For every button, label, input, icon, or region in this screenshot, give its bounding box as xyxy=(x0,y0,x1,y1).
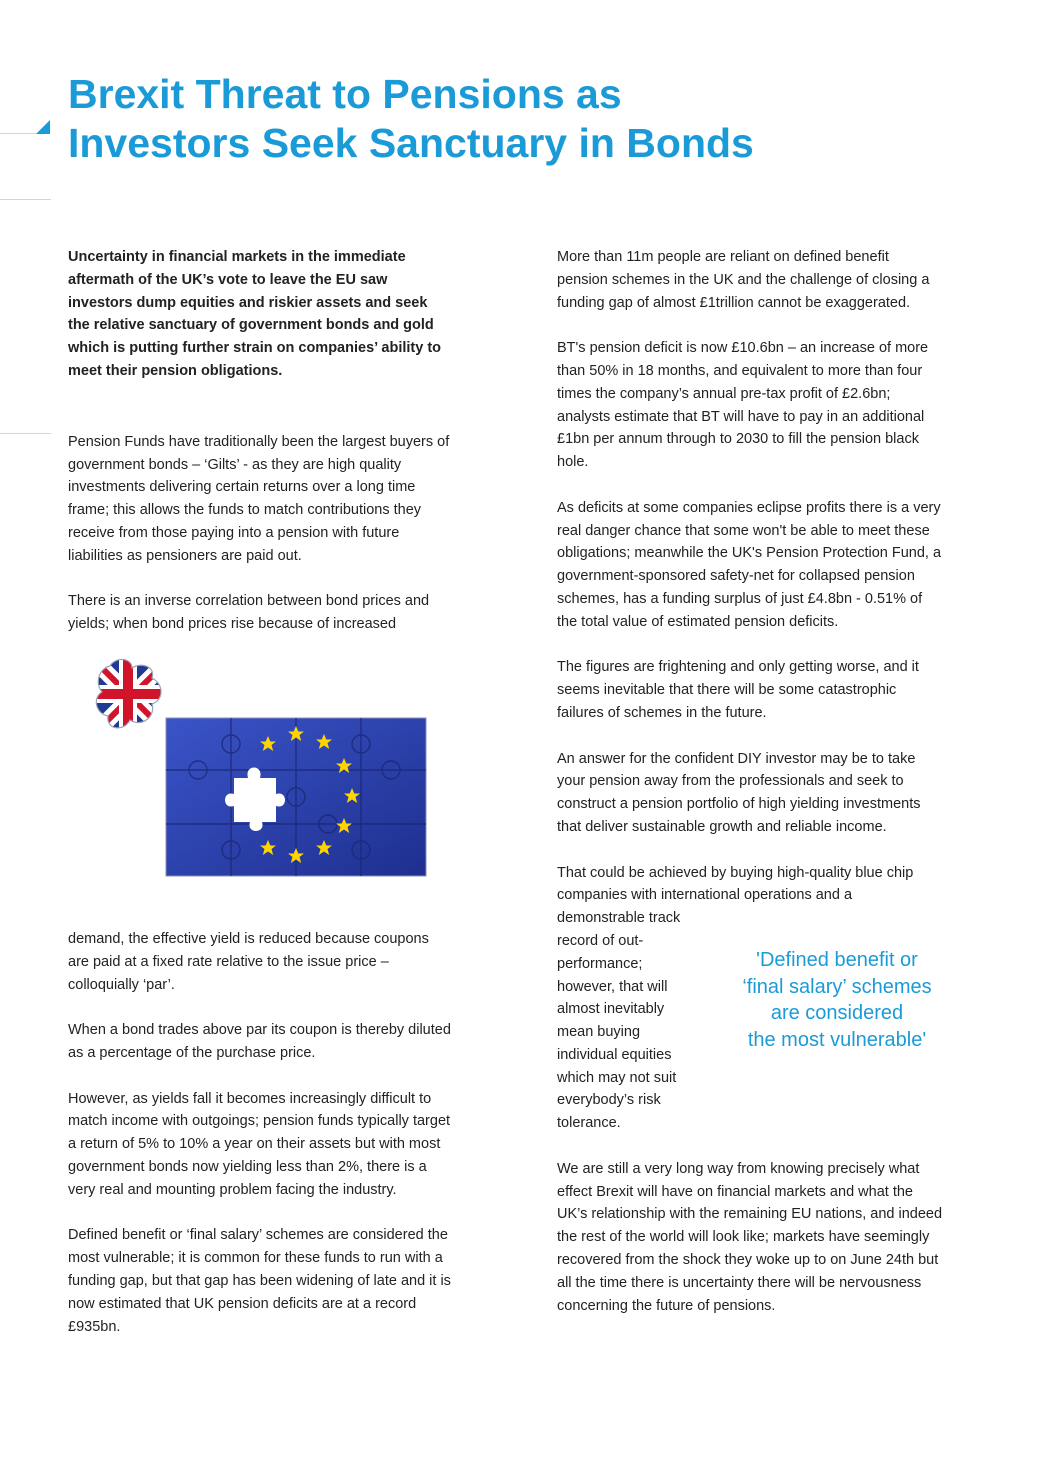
text-line: colloquially ‘par’. xyxy=(68,976,175,993)
text-line: than 50% in 18 months, and equivalent to more than four xyxy=(557,362,923,379)
text-line: government-sponsored safety-net for collapsed pension xyxy=(557,568,915,585)
body-paragraph xyxy=(557,497,987,634)
text-line: mean buying xyxy=(557,1024,641,1041)
pull-quote xyxy=(712,947,962,1053)
lead-paragraph xyxy=(68,246,498,383)
left-column-top xyxy=(68,246,498,636)
right-column xyxy=(557,246,987,1317)
text-line: hole. xyxy=(557,454,589,471)
text-line: all the time there is uncertainty there will be nervousness xyxy=(557,1274,922,1291)
text-line: match income with outgoings; pension funds typically target xyxy=(68,1113,451,1130)
text-line: BT's pension deficit is now £10.6bn – an increase of more xyxy=(557,340,929,357)
body-paragraph xyxy=(68,431,498,568)
text-line: UK’s relationship with the remaining EU nations, and indeed xyxy=(557,1206,943,1223)
text-line: pension schemes in the UK and the challenge of closing a xyxy=(557,271,930,288)
text-line: recovered from the shock they woke up to on June 24th but xyxy=(557,1252,939,1269)
text-line: are paid at a fixed rate relative to the issue price – xyxy=(68,953,389,970)
text-line: government bonds – ‘Gilts’ - as they are high quality xyxy=(68,456,402,473)
text-line: which may not suit xyxy=(557,1069,677,1086)
title-line: Investors Seek Sanctuary in Bonds xyxy=(68,120,754,166)
pull-quote-line: ‘final salary’ schemes xyxy=(742,975,932,998)
text-line: as a percentage of the purchase price. xyxy=(68,1044,316,1061)
text-line: An answer for the confident DIY investor may be to take xyxy=(557,750,916,767)
margin-rule-1 xyxy=(0,133,36,134)
body-paragraph xyxy=(68,928,498,996)
text-line: government bonds now yielding less than 2%, there is a xyxy=(68,1158,427,1175)
text-line: companies with international operations and a xyxy=(557,887,853,904)
text-line: analysts estimate that BT will have to pay in an additional xyxy=(557,408,925,425)
left-top-paragraphs xyxy=(68,431,498,636)
text-line: tolerance. xyxy=(557,1115,621,1132)
text-line: the relative sanctuary of government bonds and gold xyxy=(68,317,434,334)
text-line: When a bond trades above par its coupon is thereby diluted xyxy=(68,1022,451,1039)
text-line: your pension away from the professionals and seek to xyxy=(557,773,904,790)
text-line: individual equities xyxy=(557,1046,672,1063)
text-line: a return of 5% to 10% a year on their assets but with most xyxy=(68,1136,441,1153)
text-line: frame; this allows the funds to match contributions they xyxy=(68,502,422,519)
text-line: effect Brexit will have on financial markets and what the xyxy=(557,1183,913,1200)
body-paragraph xyxy=(557,246,987,314)
text-line: funding gap of almost £1trillion cannot be exaggerated. xyxy=(557,294,911,311)
text-line: investments delivering certain returns over a long time xyxy=(68,479,416,496)
article-title xyxy=(68,70,754,168)
text-line: almost inevitably xyxy=(557,1001,665,1018)
text-line: £935bn. xyxy=(68,1318,121,1335)
text-line: construct a pension portfolio of high yielding investments xyxy=(557,796,921,813)
text-line: performance; xyxy=(557,955,643,972)
left-column-bottom xyxy=(68,928,498,1338)
brexit-puzzle-illustration xyxy=(86,652,442,890)
text-line: More than 11m people are reliant on defined benefit xyxy=(557,249,889,265)
text-line: However, as yields fall it becomes increasingly difficult to xyxy=(68,1090,432,1107)
union-jack-puzzle-piece xyxy=(86,652,176,742)
text-line: the rest of the world will look like; markets have seemingly xyxy=(557,1229,930,1246)
text-line: now estimated that UK pension deficits are at a record xyxy=(68,1295,417,1312)
text-line: Pension Funds have traditionally been the largest buyers of xyxy=(68,433,450,450)
text-line: There is an inverse correlation between bond prices and xyxy=(68,593,430,610)
text-line: that deliver sustainable growth and reliable income. xyxy=(557,818,887,835)
pull-quote-line: the most vulnerable' xyxy=(747,1028,927,1051)
text-line: funding gap, but that gap has been widening of late and it is xyxy=(68,1272,451,1289)
text-line: demand, the effective yield is reduced because coupons xyxy=(68,931,429,947)
body-paragraph xyxy=(557,748,987,839)
text-line: which is putting further strain on companies’ ability to xyxy=(68,340,442,357)
text-line: yields; when bond prices rise because of increased xyxy=(68,616,397,633)
text-line: We are still a very long way from knowing precisely what xyxy=(557,1160,920,1177)
corner-triangle-icon xyxy=(36,120,50,134)
pull-quote-line: 'Defined benefit or xyxy=(756,949,918,971)
text-line: concerning the future of pensions. xyxy=(557,1297,776,1314)
text-line: investors dump equities and riskier assets and seek xyxy=(68,294,428,311)
text-line: everybody’s risk xyxy=(557,1092,661,1109)
text-line: however, that will xyxy=(557,978,668,995)
pull-quote-line: are considered xyxy=(770,1002,904,1024)
margin-rule-2 xyxy=(0,199,51,200)
text-line: Uncertainty in financial markets in the immediate xyxy=(68,249,406,265)
text-line: £1bn per annum through to 2030 to fill the pension black xyxy=(557,431,919,448)
text-line: very real and mounting problem facing the industry. xyxy=(68,1181,397,1198)
text-line: Defined benefit or ‘final salary’ schemes are considered the xyxy=(68,1227,448,1244)
text-line: The figures are frightening and only getting worse, and it xyxy=(557,659,919,676)
body-paragraph xyxy=(68,1019,498,1065)
text-line: liabilities as pensioners are paid out. xyxy=(68,547,302,564)
text-line: times the company’s annual pre-tax profit of £2.6bn; xyxy=(557,385,891,402)
body-paragraph xyxy=(68,1224,498,1338)
body-paragraph xyxy=(557,656,987,724)
text-line: seems inevitable that there will be some catastrophic xyxy=(557,682,897,699)
text-line: the total value of estimated pension deficits. xyxy=(557,613,839,630)
body-paragraph xyxy=(68,1088,498,1202)
body-paragraph xyxy=(68,590,498,636)
text-line: As deficits at some companies eclipse profits there is a very xyxy=(557,499,941,516)
margin-rule-3 xyxy=(0,433,51,434)
text-line: real danger chance that some won't be able to meet these xyxy=(557,522,930,539)
text-line: failures of schemes in the future. xyxy=(557,704,767,721)
text-line: obligations; meanwhile the UK's Pension Protection Fund, a xyxy=(557,545,942,562)
body-paragraph xyxy=(557,1158,987,1318)
text-line: most vulnerable; it is common for these funds to run with a xyxy=(68,1250,443,1267)
text-line: That could be achieved by buying high-quality blue chip xyxy=(557,864,914,881)
text-line: demonstrable track xyxy=(557,910,681,927)
title-line: Brexit Threat to Pensions as xyxy=(68,71,622,117)
text-line: meet their pension obligations. xyxy=(68,362,283,379)
body-paragraph xyxy=(557,337,987,474)
text-line: receive from those paying into a pension with future xyxy=(68,524,400,541)
text-line: aftermath of the UK’s vote to leave the EU saw xyxy=(68,271,388,288)
text-line: record of out- xyxy=(557,932,644,949)
text-line: schemes, has a funding surplus of just £4.8bn - 0.51% of xyxy=(557,590,923,607)
